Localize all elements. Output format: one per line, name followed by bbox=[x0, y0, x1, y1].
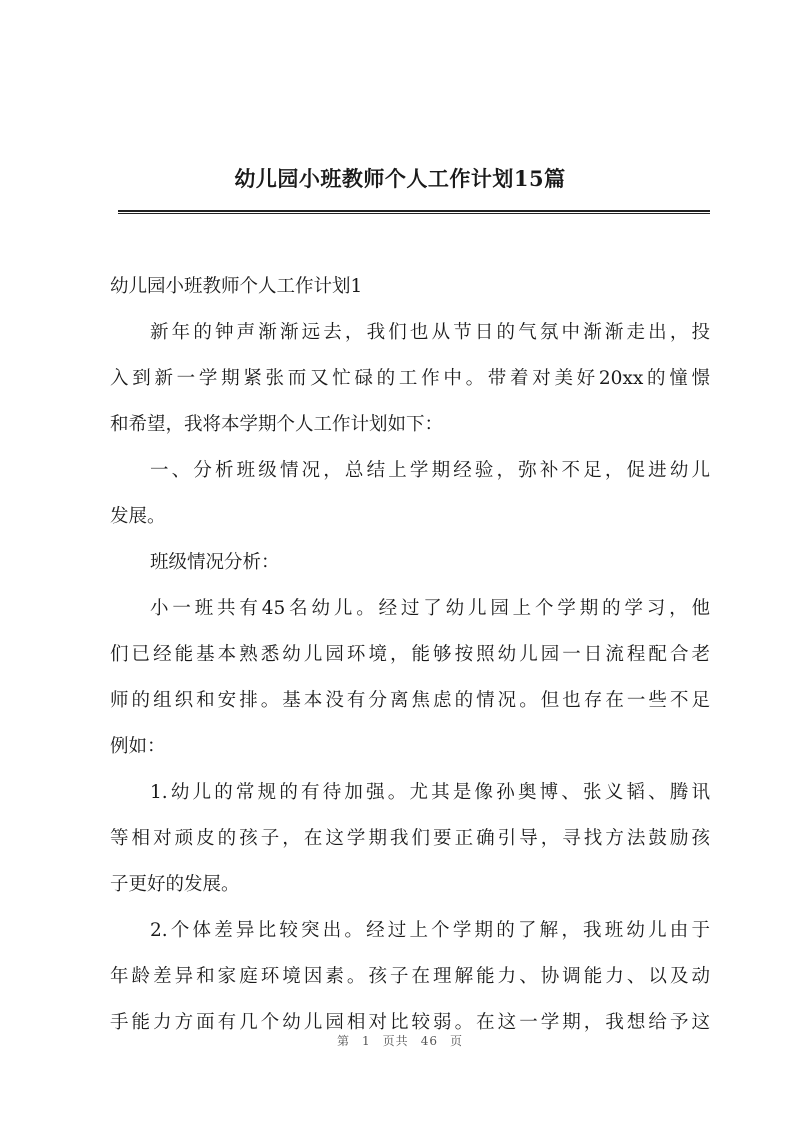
paragraph-line: 年龄差异和家庭环境因素。孩子在理解能力、协调能力、以及动 bbox=[110, 966, 710, 987]
paragraph-line: 们已经能基本熟悉幼儿园环境，能够按照幼儿园一日流程配合老 bbox=[110, 644, 710, 665]
title-divider bbox=[118, 210, 710, 214]
paragraph-line: 子更好的发展。 bbox=[110, 874, 240, 895]
paragraph-line: 班级情况分析： bbox=[150, 552, 280, 573]
paragraph-line: 手能力方面有几个幼儿园相对比较弱。在这一学期，我想给予这 bbox=[110, 1012, 710, 1033]
footer-label-of: 页共 bbox=[382, 1034, 409, 1048]
footer-total-pages: 46 bbox=[420, 1034, 438, 1048]
paragraph-line: 例如： bbox=[110, 736, 166, 757]
paragraph-line: 新年的钟声渐渐远去，我们也从节日的气氛中渐渐走出，投 bbox=[150, 322, 710, 343]
section-heading: 幼儿园小班教师个人工作计划1 bbox=[110, 276, 363, 297]
paragraph-line: 1.幼儿的常规的有待加强。尤其是像孙奥博、张义韬、腾讯 bbox=[150, 782, 710, 803]
paragraph-line: 等相对顽皮的孩子，在这学期我们要正确引导，寻找方法鼓励孩 bbox=[110, 828, 710, 849]
paragraph-line: 发展。 bbox=[110, 506, 166, 527]
paragraph-line: 小一班共有45名幼儿。经过了幼儿园上个学期的学习，他 bbox=[150, 598, 710, 619]
footer-current-page: 1 bbox=[362, 1034, 371, 1048]
paragraph-line: 2.个体差异比较突出。经过上个学期的了解，我班幼儿由于 bbox=[150, 920, 710, 941]
document-title: 幼儿园小班教师个人工作计划15篇 bbox=[234, 166, 566, 191]
paragraph-line: 一、分析班级情况，总结上学期经验，弥补不足，促进幼儿 bbox=[150, 460, 710, 481]
footer-label-end: 页 bbox=[449, 1034, 463, 1048]
paragraph-line: 师的组织和安排。基本没有分离焦虑的情况。但也存在一些不足 bbox=[110, 690, 710, 711]
footer-label-page: 第 bbox=[337, 1034, 351, 1048]
page-footer bbox=[0, 1032, 800, 1049]
paragraph-line: 和希望，我将本学期个人工作计划如下： bbox=[110, 414, 444, 435]
paragraph-line: 入到新一学期紧张而又忙碌的工作中。带着对美好20xx的憧憬 bbox=[110, 368, 710, 389]
